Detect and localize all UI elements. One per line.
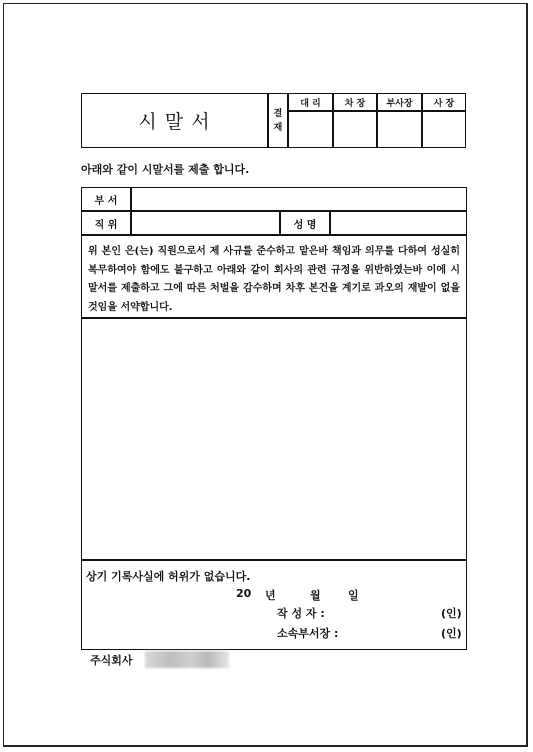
document-title: 시 말 서 xyxy=(81,93,268,148)
approval-label-top: 결 xyxy=(273,108,283,119)
approver-header-3: 부사장 xyxy=(377,93,422,111)
date-day-unit: 일 xyxy=(348,589,359,602)
approver-sign-box-2[interactable] xyxy=(333,111,377,148)
intro-text: 아래와 같이 시말서를 제출 합니다. xyxy=(81,163,250,176)
oath-paragraph: 위 본인 은(는) 직원으로서 제 사규를 준수하고 맡은바 책임과 의무를 다하여 성실히 복무하여야 함에도 불구하고 아래와 같이 회사의 관련 규정을 위반하였는바 이에 시말서를 제출하고 그에 따른 처벌을 감수하며 차후 본건을 계기로 과오의 재발이 없을 것임을 서약합니다. xyxy=(81,235,467,318)
department-field[interactable] xyxy=(131,187,467,211)
approval-label-bottom: 재 xyxy=(273,122,283,133)
department-label: 부 서 xyxy=(81,187,131,211)
approver-sign-box-3[interactable] xyxy=(377,111,422,148)
approver-header-4: 사 장 xyxy=(422,93,466,111)
position-field[interactable] xyxy=(131,211,280,235)
approver-sign-box-1[interactable] xyxy=(288,111,333,148)
approver-sign-box-4[interactable] xyxy=(422,111,466,148)
declaration-text: 상기 기록사실에 허위가 없습니다. xyxy=(86,570,251,583)
dept-head-seal: (인) xyxy=(441,627,462,640)
position-label: 직 위 xyxy=(81,211,131,235)
author-label: 작 성 자 : xyxy=(277,607,325,620)
name-label: 성 명 xyxy=(280,211,330,235)
date-year-unit: 년 xyxy=(265,589,276,602)
company-label: 주식회사 xyxy=(90,654,133,667)
name-field[interactable] xyxy=(330,211,467,235)
incident-description-area[interactable] xyxy=(81,318,467,560)
dept-head-label: 소속부서장 : xyxy=(277,627,339,640)
date-month-unit: 월 xyxy=(310,589,321,602)
redacted-company-name xyxy=(145,651,229,668)
approval-label xyxy=(268,93,288,148)
date-year: 20 xyxy=(236,587,252,600)
author-seal: (인) xyxy=(441,607,462,620)
approver-header-1: 대 리 xyxy=(288,93,333,111)
approver-header-2: 차 장 xyxy=(333,93,377,111)
